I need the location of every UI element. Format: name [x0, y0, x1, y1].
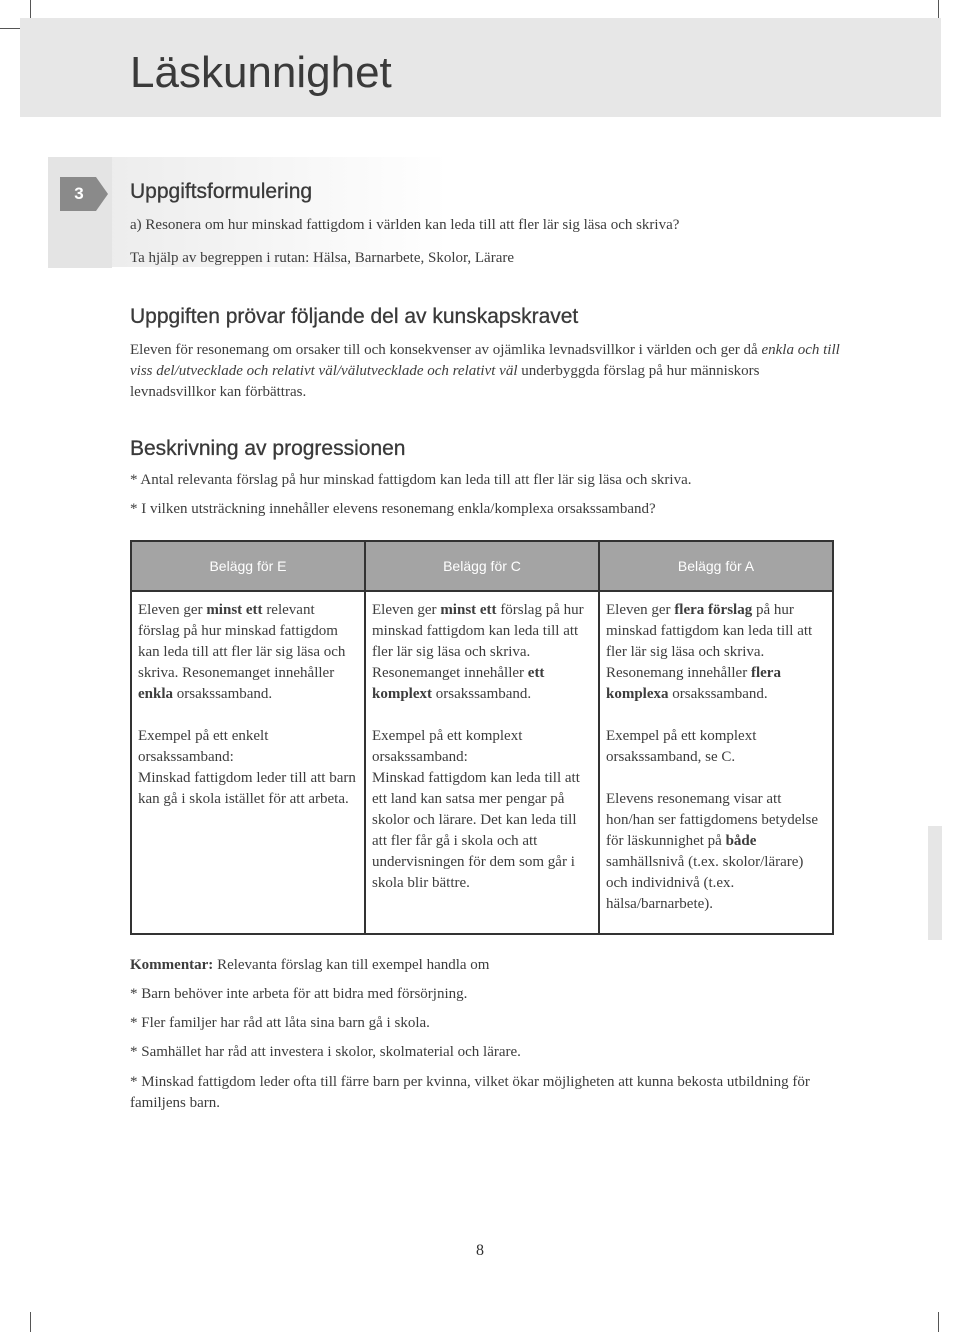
progression-bullet: * Antal relevanta förslag på hur minskad fattigdom kan leda till att fler lär sig läsa och skriva.: [130, 472, 692, 488]
comment-intro-text: Relevanta förslag kan till exempel handla om: [213, 957, 490, 973]
table-cell-a: [599, 591, 833, 934]
cell-c-criteria: [372, 600, 590, 705]
text: relevant förslag på hur minskad fattigdom kan leda till att fler lär sig läsa och skriva. Resonemanget innehåller: [138, 602, 346, 681]
comment-bullet: * Barn behöver inte arbeta för att bidra med försörjning.: [130, 986, 468, 1002]
table-header-c: Belägg för C: [365, 541, 599, 591]
text-bold: flera förslag: [674, 602, 753, 618]
text: Minskad fattigdom leder till att barn kan gå i skola istället för att arbeta.: [138, 770, 356, 807]
text-bold: flera komplexa: [606, 665, 781, 702]
section-band-left: [48, 157, 112, 268]
task-heading: Uppgiftsformulering: [130, 180, 313, 203]
text: Eleven ger: [372, 602, 441, 618]
text: Eleven ger: [138, 602, 207, 618]
cell-e-criteria: [138, 600, 356, 705]
table-header-a: Belägg för A: [599, 541, 833, 591]
comment-bullet: * Fler familjer har råd att låta sina barn gå i skola.: [130, 1015, 430, 1031]
comment-bullet: * Minskad fattigdom leder ofta till färre barn per kvinna, vilket ökar möjligheten att kunna bekosta utbildning för familjens barn.: [130, 1074, 810, 1111]
comment-label: Kommentar:: [130, 957, 214, 973]
text-bold: minst ett: [440, 602, 497, 618]
requirement-text-italic: enkla och till viss del/utvecklade och relativt väl/välutvecklade och relativt väl: [130, 342, 840, 379]
table-header-e: Belägg för E: [131, 541, 365, 591]
text: förslag på hur minskad fattigdom kan leda till att fler lär sig läsa och skriva. Resonemanget innehåller: [372, 602, 584, 681]
text-bold: ett komplext: [372, 665, 545, 702]
text-bold: enkla: [138, 686, 174, 702]
cell-a-criteria: [606, 600, 824, 705]
text-bold: minst ett: [206, 602, 263, 618]
table-cell-e: [131, 591, 365, 934]
text: orsakssamband.: [173, 686, 273, 702]
crop-mark: [0, 28, 20, 29]
text: på hur minskad fattigdom kan leda till att fler lär sig läsa och skriva. Resonemang innehåller: [606, 602, 813, 681]
side-marker: [928, 826, 942, 940]
progression-table: [130, 540, 834, 935]
table-cell-c: [365, 591, 599, 934]
text: Minskad fattigdom kan leda till att ett land kan satsa mer pengar på skolor och lärare. Det kan leda till att fler får gå i skola och att undervisningen för dem som går i skola blir bättre.: [372, 770, 580, 891]
text: Exempel på ett enkelt orsakssamband:: [138, 728, 269, 765]
progression-bullet: * I vilken utsträckning innehåller elevens resonemang enkla/komplexa orsakssamband?: [130, 501, 656, 517]
page-number: 8: [476, 1242, 484, 1259]
crop-mark: [938, 1312, 939, 1332]
crop-mark: [938, 0, 939, 20]
requirement-heading: Uppgiften prövar följande del av kunskapskravet: [130, 305, 579, 328]
requirement-text: [130, 340, 845, 403]
crop-mark: [30, 1312, 31, 1332]
chapter-tab: [60, 177, 108, 211]
page-title: Läskunnighet: [130, 48, 392, 97]
comment-intro: [130, 955, 845, 976]
comment-bullet: * Samhället har råd att investera i skolor, skolmaterial och lärare.: [130, 1044, 521, 1060]
progression-heading: Beskrivning av progressionen: [130, 437, 406, 460]
task-hint: Ta hjälp av begreppen i rutan: Hälsa, Barnarbete, Skolor, Lärare: [130, 250, 515, 266]
text: orsakssamband.: [668, 686, 768, 702]
cell-a-example: Exempel på ett komplext orsakssamband, se C.: [606, 728, 757, 765]
text: samhällsnivå (t.ex. skolor/lärare) och individnivå (t.ex. hälsa/barnarbete).: [606, 854, 804, 912]
cell-e-example: [138, 726, 356, 810]
text: orsakssamband.: [432, 686, 532, 702]
chapter-number: 3: [74, 184, 84, 203]
task-question: a) Resonera om hur minskad fattigdom i världen kan leda till att fler lär sig läsa och skriva?: [130, 217, 680, 233]
crop-mark: [30, 0, 31, 20]
text-bold: både: [725, 833, 757, 849]
requirement-text-2: underbyggda förslag på hur människors levnadsvillkor kan förbättras.: [130, 363, 760, 400]
requirement-text-1: Eleven för resonemang om orsaker till och konsekvenser av ojämlika levnadsvillkor i världen och ger då: [130, 342, 762, 358]
text: Eleven ger: [606, 602, 675, 618]
cell-c-example: [372, 726, 590, 894]
cell-a-analysis: [606, 789, 824, 915]
text: Exempel på ett komplext orsakssamband:: [372, 728, 523, 765]
text: Elevens resonemang visar att hon/han ser fattigdomens betydelse för läskunnighet på: [606, 791, 819, 849]
